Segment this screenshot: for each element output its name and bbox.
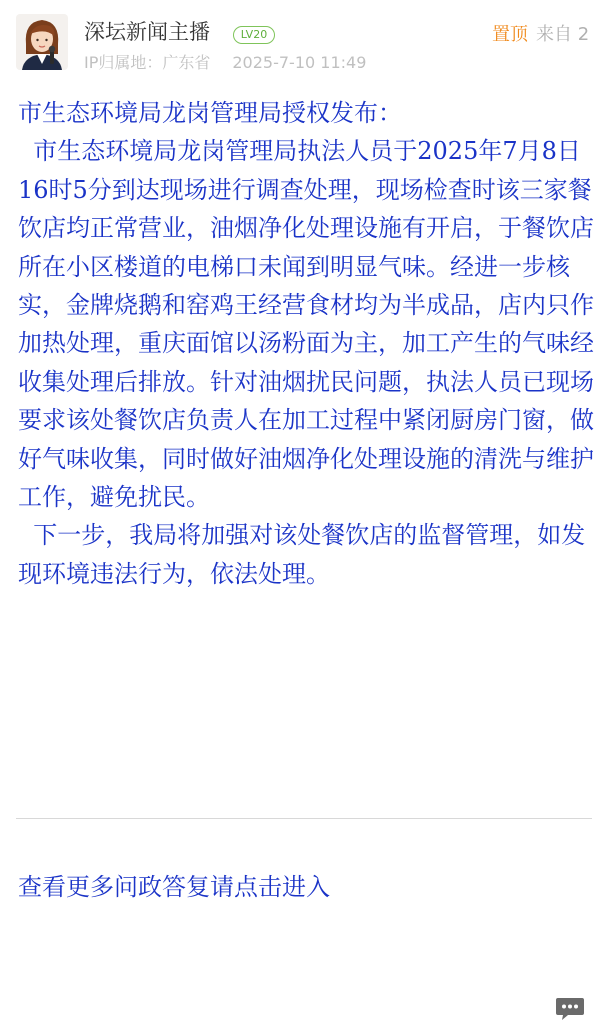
ip-location: IP归属地：广东省 (84, 53, 211, 72)
author-name[interactable]: 深坛新闻主播 (84, 20, 210, 44)
floor-label: 来自 2 (536, 24, 590, 45)
post-header (0, 0, 608, 82)
post-paragraph: 下一步，我局将加强对该处餐饮店的监督管理，如发现环境违法行为，依法处理。 (18, 521, 586, 588)
post-paragraph: 市生态环境局龙岗管理局执法人员于2025年7月8日16时5分到达现场进行调查处理，现场检查时该三家餐饮店均正常营业，油烟净化处理设施有开启，于餐饮店所在小区楼道的电梯口未闻到明显气味。经进一步核实，金牌烧鹅和窑鸡王经营食材均为半成品，店内只作加热处理，重庆面馆以汤粉面为主，加工产生的气味经收集处理后排放。针对油烟扰民问题，执法人员已现场要求该处餐饮店负责人在加工过程中紧闭厨房门窗，做好气味收集，同时做好油烟净化处理设施的清洗与维护工作，避免扰民。 (18, 137, 594, 512)
post-paragraph: 市生态环境局龙岗管理局授权发布： (18, 99, 402, 127)
post-body (18, 94, 594, 593)
author-avatar[interactable] (16, 14, 68, 70)
divider (16, 818, 592, 819)
pinned-label: 置顶 (492, 24, 528, 45)
reply-button[interactable] (554, 996, 586, 1022)
post-meta (84, 55, 366, 71)
more-replies-link[interactable]: 查看更多问政答复请点击进入 (18, 873, 330, 901)
post-date: 2025-7-10 11:49 (232, 53, 367, 72)
level-badge: LV20 (233, 26, 275, 44)
chat-bubble-icon (554, 996, 586, 1022)
